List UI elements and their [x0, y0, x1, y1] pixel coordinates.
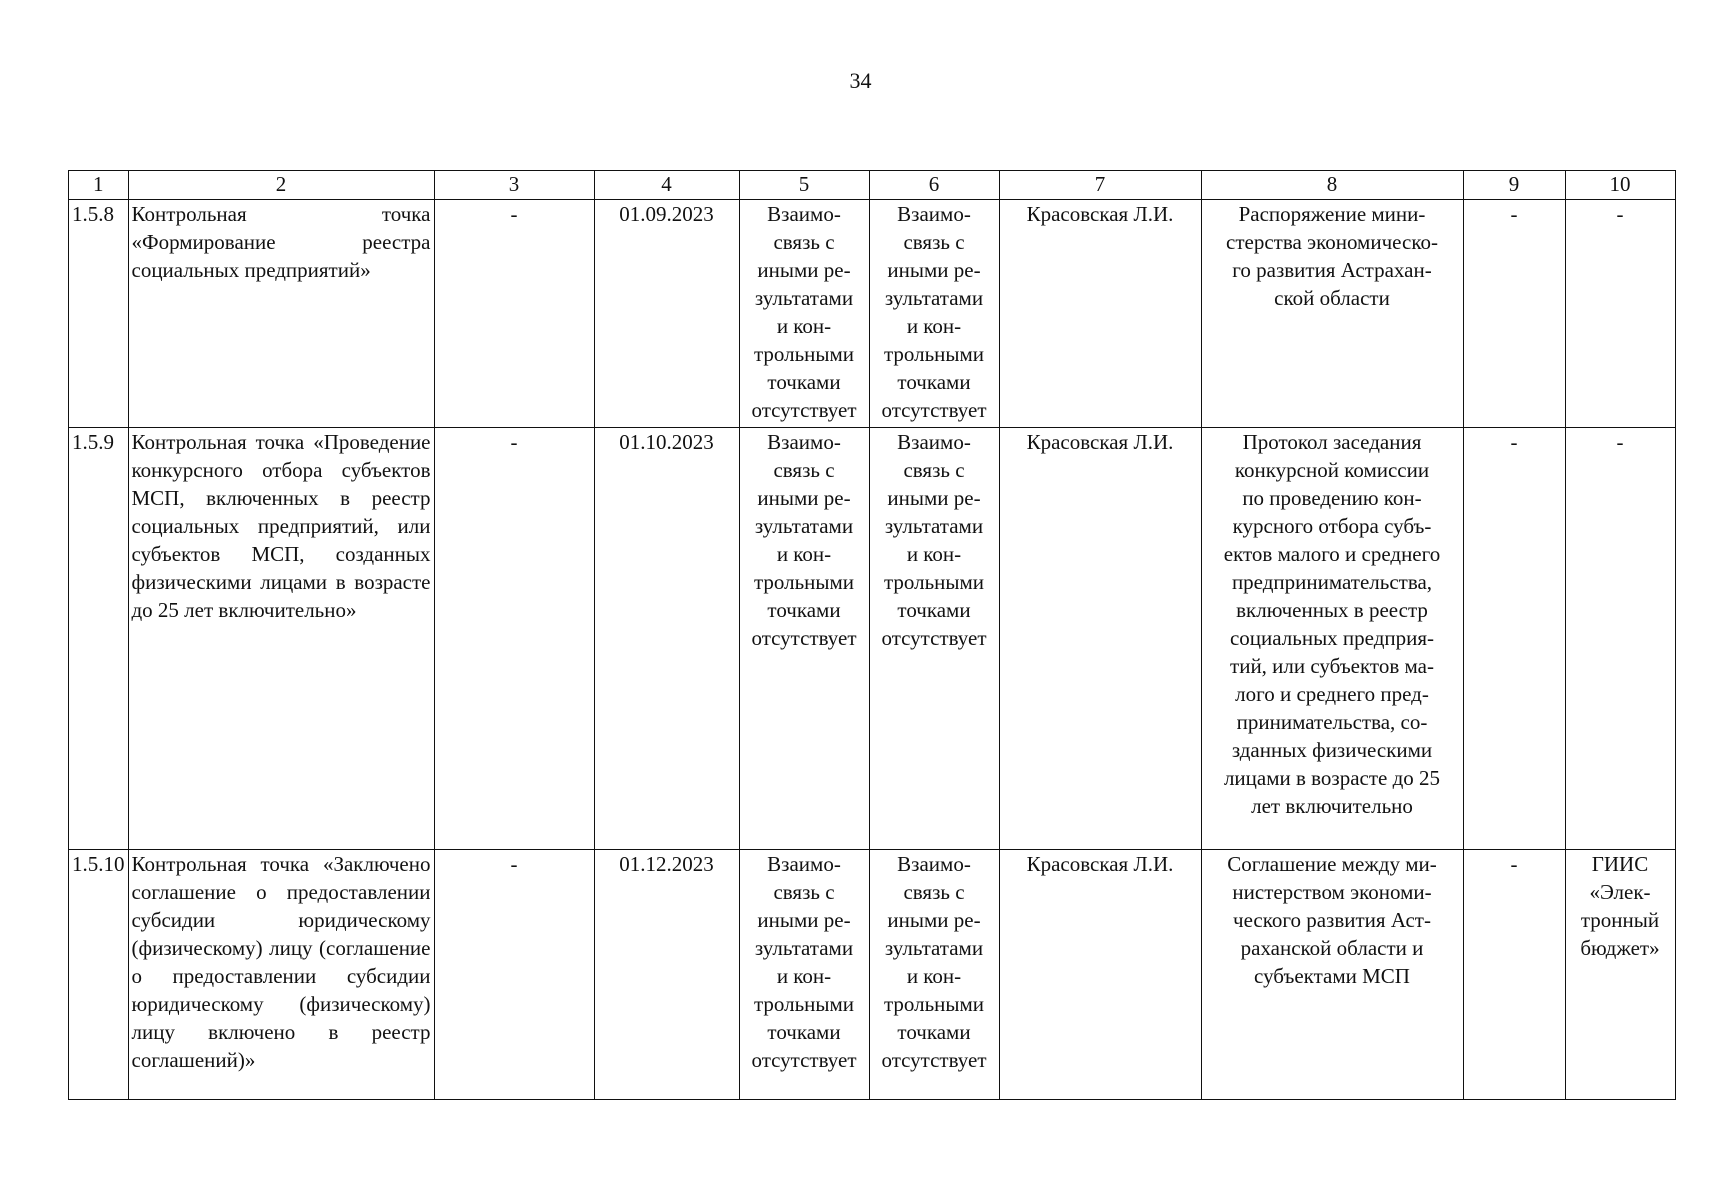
header-cell: 10	[1565, 171, 1675, 200]
responsible-person: Красовская Л.И.	[999, 200, 1201, 428]
page-number: 34	[849, 68, 872, 93]
relation-col5: Взаимо- связь с иными ре- зультатами и кон- трольными точками отсутствует	[739, 428, 869, 850]
table-row	[69, 200, 1676, 428]
control-point-name: Контрольная точка «Формирование реестра социальных предприятий»	[128, 200, 434, 428]
header-cell: 9	[1463, 171, 1565, 200]
col3-value: -	[434, 200, 594, 428]
header-cell: 6	[869, 171, 999, 200]
control-point-name: Контрольная точка «Проведение конкурсного отбора субъектов МСП, включенных в реестр социальных предприятий, или субъектов МСП, созданных физическими лицами в возрасте до 25 лет включительно»	[128, 428, 434, 850]
col10-value: -	[1565, 200, 1675, 428]
col9-value: -	[1463, 200, 1565, 428]
deadline-date: 01.12.2023	[594, 850, 739, 1100]
col3-value: -	[434, 850, 594, 1100]
row-number: 1.5.10	[69, 850, 129, 1100]
col9-value: -	[1463, 850, 1565, 1100]
relation-col6: Взаимо- связь с иными ре- зультатами и кон- трольными точками отсутствует	[869, 428, 999, 850]
control-point-name: Контрольная точка «Заключено соглашение о предоставлении субсидии юридическому (физическому) лицу (соглашение о предоставлении субсидии юридическому (физическому) лицу включено в реестр соглашений)»	[128, 850, 434, 1100]
relation-col5: Взаимо- связь с иными ре- зультатами и кон- трольными точками отсутствует	[739, 200, 869, 428]
control-points-table	[68, 170, 1676, 1100]
responsible-person: Красовская Л.И.	[999, 850, 1201, 1100]
deadline-date: 01.09.2023	[594, 200, 739, 428]
header-cell: 3	[434, 171, 594, 200]
table-row	[69, 428, 1676, 850]
relation-col6: Взаимо- связь с иными ре- зультатами и кон- трольными точками отсутствует	[869, 200, 999, 428]
col10-value: -	[1565, 428, 1675, 850]
responsible-person: Красовская Л.И.	[999, 428, 1201, 850]
header-cell: 2	[128, 171, 434, 200]
confirming-document: Соглашение между ми- нистерством экономи- ческого развития Аст- раханской области и субъектами МСП	[1201, 850, 1463, 1100]
col9-value: -	[1463, 428, 1565, 850]
col10-value: ГИИС «Элек- тронный бюджет»	[1565, 850, 1675, 1100]
relation-col5: Взаимо- связь с иными ре- зультатами и кон- трольными точками отсутствует	[739, 850, 869, 1100]
header-cell: 5	[739, 171, 869, 200]
header-cell: 1	[69, 171, 129, 200]
relation-col6: Взаимо- связь с иными ре- зультатами и кон- трольными точками отсутствует	[869, 850, 999, 1100]
confirming-document: Распоряжение мини- стерства экономическо- го развития Астрахан- ской области	[1201, 200, 1463, 428]
table-row	[69, 850, 1676, 1100]
row-number: 1.5.8	[69, 200, 129, 428]
confirming-document: Протокол заседания конкурсной комиссии по проведению кон- курсного отбора субъ- ектов малого и среднего предпринимательства, включенных в реестр социальных предприя- тий, или субъектов ма- лого и среднего пред- принимательства, со- зданных физическими лицами в возрасте до 25 лет включительно	[1201, 428, 1463, 850]
header-cell: 7	[999, 171, 1201, 200]
row-number: 1.5.9	[69, 428, 129, 850]
header-row	[69, 171, 1676, 200]
header-cell: 4	[594, 171, 739, 200]
header-cell: 8	[1201, 171, 1463, 200]
col3-value: -	[434, 428, 594, 850]
deadline-date: 01.10.2023	[594, 428, 739, 850]
